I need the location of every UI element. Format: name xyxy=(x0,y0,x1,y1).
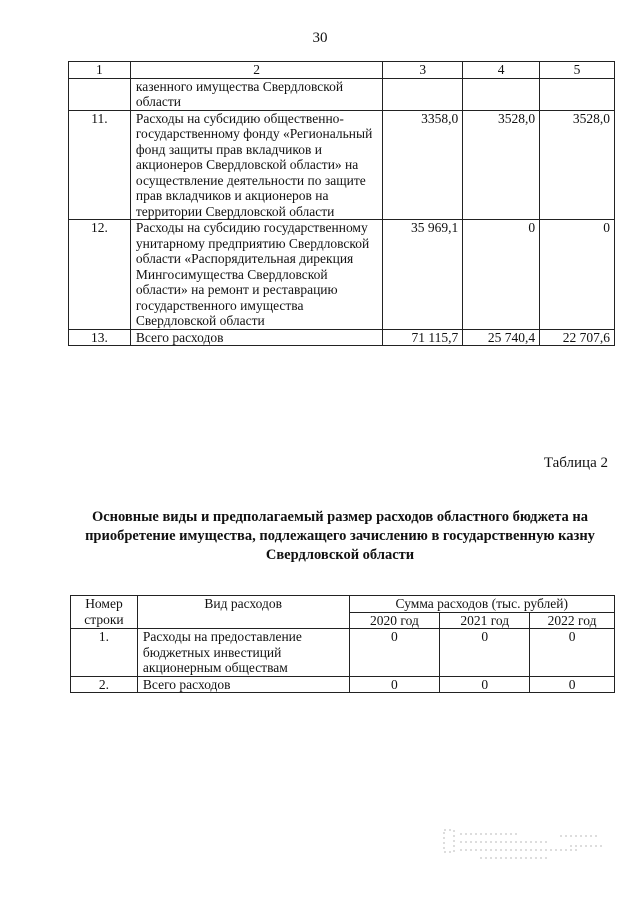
row-value-year1: 3358,0 xyxy=(383,110,463,220)
row-value-year2: 3528,0 xyxy=(463,110,540,220)
row-value-year2 xyxy=(463,78,540,110)
table-row xyxy=(69,78,615,110)
table-header-row xyxy=(71,596,615,613)
table-row xyxy=(69,220,615,330)
row-value-2021: 0 xyxy=(440,676,530,693)
table-row xyxy=(69,110,615,220)
header-expense-sum: Сумма расходов (тыс. рублей) xyxy=(349,596,614,613)
row-number: 1. xyxy=(71,629,138,677)
table-header-row xyxy=(69,62,615,79)
table-2-title: Основные виды и предполагаемый размер расходов областного бюджета на приобретение имущества, подлежащего зачислению в государственную казну Свердловской области xyxy=(85,509,595,563)
table-row-total xyxy=(71,676,615,693)
row-value-2020: 0 xyxy=(349,629,440,677)
expenses-table-continued xyxy=(68,61,615,346)
column-number-1: 1 xyxy=(69,62,131,79)
row-value-year1: 35 969,1 xyxy=(383,220,463,330)
row-value-year1 xyxy=(383,78,463,110)
row-number: 11. xyxy=(69,110,131,220)
row-value-year3: 3528,0 xyxy=(540,110,615,220)
row-description: казенного имущества Свердловской области xyxy=(130,78,382,110)
column-number-5: 5 xyxy=(540,62,615,79)
row-description: Всего расходов xyxy=(137,676,349,693)
row-number: 12. xyxy=(69,220,131,330)
table-row xyxy=(71,629,615,677)
page-number: 30 xyxy=(312,30,328,46)
header-year-2022: 2022 год xyxy=(530,612,615,629)
column-number-3: 3 xyxy=(383,62,463,79)
header-year-2020: 2020 год xyxy=(349,612,440,629)
row-value-year2: 25 740,4 xyxy=(463,329,540,346)
row-value-2022: 0 xyxy=(530,676,615,693)
row-number: 2. xyxy=(71,676,138,693)
row-value-2022: 0 xyxy=(530,629,615,677)
row-value-year2: 0 xyxy=(463,220,540,330)
row-value-2020: 0 xyxy=(349,676,440,693)
table-2-label: Таблица 2 xyxy=(543,455,608,471)
row-value-year3 xyxy=(540,78,615,110)
row-number: 13. xyxy=(69,329,131,346)
header-year-2021: 2021 год xyxy=(440,612,530,629)
row-description: Всего расходов xyxy=(130,329,382,346)
row-value-2021: 0 xyxy=(440,629,530,677)
property-acquisition-table xyxy=(70,595,615,693)
faint-stamp-mark xyxy=(440,826,610,864)
table-row-total xyxy=(69,329,615,346)
header-expense-type: Вид расходов xyxy=(137,596,349,629)
row-value-year3: 22 707,6 xyxy=(540,329,615,346)
row-value-year3: 0 xyxy=(540,220,615,330)
column-number-4: 4 xyxy=(463,62,540,79)
row-description: Расходы на предоставление бюджетных инвестиций акционерным обществам xyxy=(137,629,349,677)
row-description: Расходы на субсидию государственному унитарному предприятию Свердловской области «Распорядительная дирекция Мингосимущества Свердловской области» на ремонт и реставрацию государственного имущества Свердловской области xyxy=(130,220,382,330)
column-number-2: 2 xyxy=(130,62,382,79)
row-value-year1: 71 115,7 xyxy=(383,329,463,346)
header-row-number: Номер строки xyxy=(71,596,138,629)
row-description: Расходы на субсидию общественно-государственному фонду «Региональный фонд защиты прав вкладчиков и акционеров Свердловской области» на осуществление деятельности по защите прав вкладчиков и акционеров на территории Свердловской области xyxy=(130,110,382,220)
row-number xyxy=(69,78,131,110)
